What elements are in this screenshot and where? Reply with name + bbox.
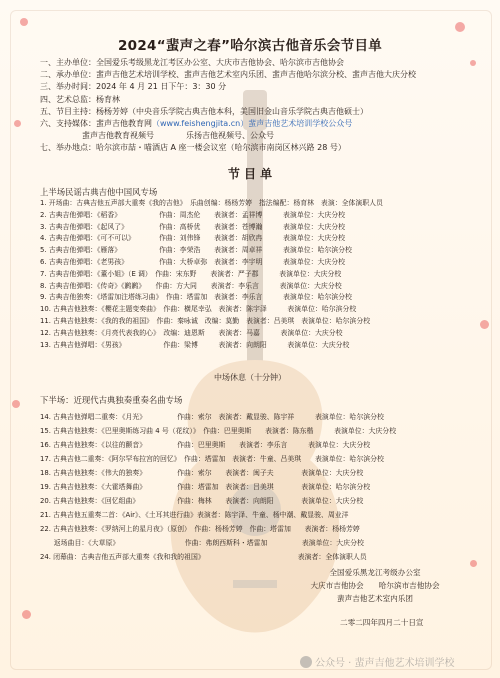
info-venue: 七、举办地点：哈尔滨市喆・喵酒店 A 座一楼会议室（哈尔滨市南岗区林兴路 28 号） [40,143,346,153]
program-item: 17. 古典吉他二重奏：《阿尔罕布拉宫的回忆》 作曲：塔雷加 表演者：牛童、吕美琪 表演单位：哈尔滨分校 [40,455,384,463]
decor-dot [480,320,489,329]
info-director: 四、艺术总监：杨育林 [40,94,120,104]
info-organizer: 一、主办单位：全国爱乐考级黑龙江考区办公室、大庆市吉他协会、哈尔滨市吉他协会 [40,58,344,67]
second-half-list [40,410,480,564]
program-item: 19. 古典吉他独奏：《大霍塔舞曲》 作曲：塔雷加 表演者：吕美琪 表演单位：哈尔滨分校 [40,483,371,491]
program-item: 11. 古典吉他独奏：《我的我的祖国》 作曲：秦咏诚 改编：莫勤 表演者：吕美琪 表演单位：哈尔滨分校 [40,316,371,325]
program-item: 16. 古典吉他独奏：《以往的颤音》 作曲：巴里奥斯 表演者：李乐言 表演单位：大庆分校 [40,441,371,449]
page-title: 2024“蜚声之春”哈尔滨古他音乐会节目单 [117,38,383,54]
program-item: 14. 古典吉他弹唱二重奏：《月光》 作曲：索尔 表演者：戴显骏、陈宇祥 表演单位：哈尔滨分校 [40,413,384,421]
program-item: 15. 古典吉他独奏：《巴里奥斯练习曲 4 号（花纹）》 作曲：巴里奥斯 表演者：陈东楷 表演单位：大庆分校 [40,427,397,435]
watermark [300,654,455,669]
website-link[interactable]: （www.feishengjita.cn）蜚声吉他艺术培训学校公众号 [152,119,353,129]
footer-organizers [280,566,480,605]
program-item: 1. 开场曲：古典吉他五声部大重奏《我的吉他》 乐曲创编：杨杨芳婷 指法编配：杨育林 表演：全体演职人员 [40,199,383,207]
program-item: 返场曲目：《大草原》 作曲：弗朗西斯科・塔雷加 表演单位：大庆分校 [40,539,364,547]
second-half-title: 下半场：近现代古典独奏重奏名曲专场 [40,395,183,405]
program-item: 9. 古典吉他独奏：《塔雷加注塔练习曲》 作曲：塔雷加 表演者：李乐言 表演单位：哈尔滨分校 [40,293,352,302]
event-info [40,57,480,155]
program-heading: 节 目 单 [227,167,273,181]
decor-dot [20,18,28,26]
decor-dot [14,120,21,127]
program-item: 4. 古典吉他弹唱：《可不可以》 作曲：刘伟锋 表演者：胡欣冉 表演单位：大庆分校 [40,234,346,243]
program-item: 20. 古典吉他独奏：《回忆组曲》 作曲：梅林 表演者：向朗阳 表演单位：大庆分校 [40,497,364,505]
decor-dot [455,22,465,32]
program-item: 24. 闭幕曲：古典吉他五声部大重奏《我和我的祖国》 表演者：全体演职人员 [40,553,367,561]
program-item: 5. 古典吉他弹唱：《雁落》 作曲：李荣浩 表演者：周卓祥 表演单位：哈尔滨分校 [40,246,352,255]
info-time: 三、举办时间：2024 年 4 月 21 日下午：3：30 分 [40,82,227,92]
intermission-label: 中场休息（十分钟） [214,373,286,382]
info-media-label: 六、支持媒体：蜚声吉他教育网 [40,119,152,129]
program-item: 2. 古典吉他弹唱：《稻香》 作曲：周杰伦 表演者：孟祥博 表演单位：大庆分校 [40,210,346,219]
first-half-title: 上半场民谣古典吉他中国风专场 [40,187,158,197]
program-item: 6. 古典吉他弹唱：《老男孩》 作曲：大桥卓弥 表演者：李宇明 表演单位：大庆分校 [40,257,346,266]
program-item: 12. 古典吉他独奏：《月亮代表我的心》 改编：迪恩斯 表演者：马嘉 表演单位：大庆分校 [40,328,343,337]
decor-dot [12,400,20,408]
program-item: 7. 古典吉他弹唱：《董小姐》（E 调） 作曲：宋东野 表演者：严子郡 表演单位：大庆分校 [40,269,342,278]
footer-line: 蜚声吉他艺术室内乐团 [337,594,413,603]
program-item: 22. 古典吉他独奏：《罗纳河上的星月夜》（原创） 作曲：杨杨芳婷 作曲：塔雷加 表演者：杨杨芳婷 [40,525,360,533]
info-media [40,118,480,130]
info-co-organizer: 二、承办单位：蜚声吉他艺术培训学校、蜚声吉他艺术室内乐团、蜚声吉他哈尔滨分校、蜚声吉他大庆分校 [40,70,416,80]
wechat-icon [300,656,312,668]
footer-line: 大庆市吉他协会 哈尔滨市吉他协会 [310,581,440,590]
program-item: 3. 古典吉他弹唱：《起风了》 作曲：高桥优 表演者：苍博瀚 表演单位：大庆分校 [40,222,346,231]
info-host: 五、节目主持：杨杨芳婷（中央音乐学院古典吉他本科，美国旧金山音乐学院古典吉他硕士） [40,106,368,116]
info-media-channels: 蜚声吉他教育视频号 乐扬吉他视频号、公众号 [82,131,274,141]
program-item: 13. 古典吉他弹唱：《男孩》 作曲：梁博 表演者：向朗阳 表演单位：大庆分校 [40,340,350,349]
issue-date: 二零二四年四月二十日宣 [340,618,424,627]
program-item: 10. 古典吉他独奏：《櫻花主题变奏曲》 作曲：横尾幸弘 表演者：陈宇泽 表演单位：哈尔滨分校 [40,305,357,314]
info-media-2 [40,130,480,142]
first-half-list [40,198,480,351]
program-item: 21. 古典吉他五重奏二首：《Air》、《土耳其进行曲》表演者：陈宇泽、牛童、杨中潮、戴显骏、周业洋 [40,511,349,519]
decor-dot [22,610,31,619]
program-item: 18. 古典吉他独奏：《伟大的独奏》 作曲：索尔 表演者：闽子夫 表演单位：大庆分校 [40,469,364,477]
watermark-text: 公众号 · 蜚声吉他艺术培训学校 [315,658,455,669]
footer-line: 全国爱乐黑龙江考级办公室 [329,568,421,577]
program-item: 8. 古典吉他弹唱：《传奇》《鹣鹣》 作曲：方大同 表演者：李乐言 表演单位：大庆分校 [40,281,342,290]
